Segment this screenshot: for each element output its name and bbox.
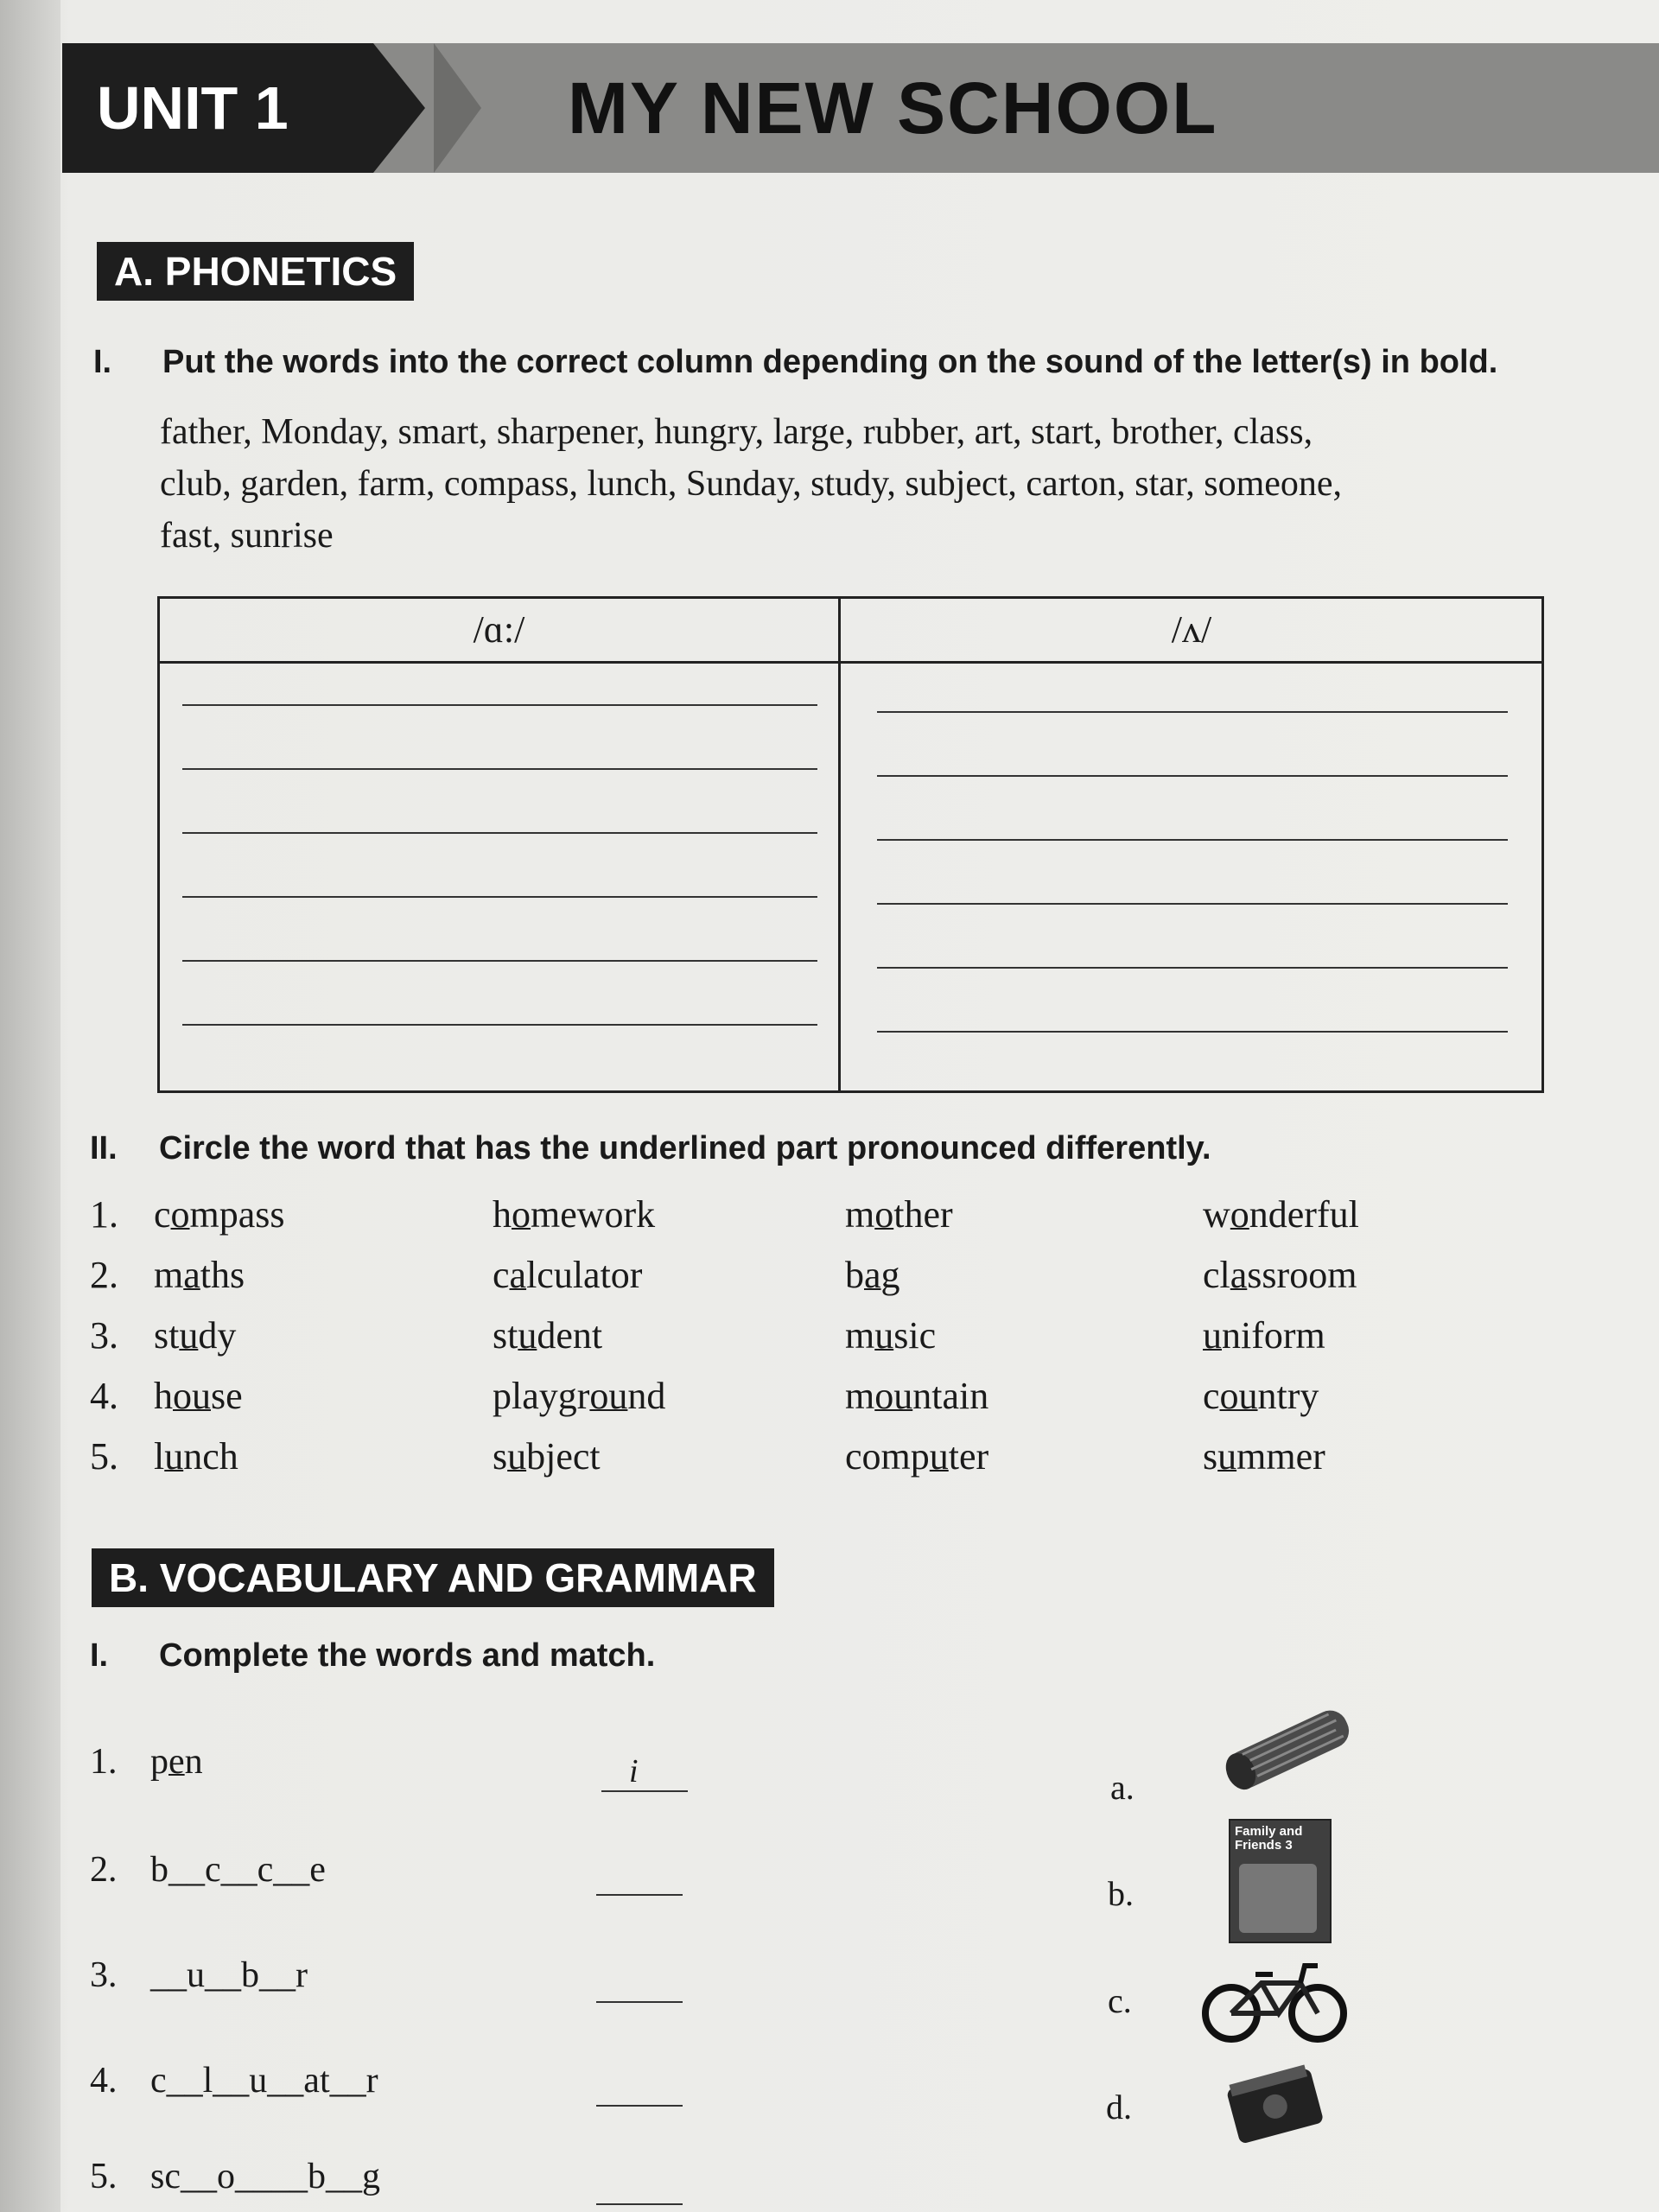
word-option[interactable]: bag bbox=[845, 1254, 900, 1296]
answer-line[interactable] bbox=[182, 704, 817, 706]
word-option[interactable]: wonderful bbox=[1203, 1193, 1359, 1236]
word-list-line: club, garden, farm, compass, lunch, Sunday, study, subject, carton, star, someone, bbox=[160, 464, 1343, 504]
word-option[interactable]: maths bbox=[154, 1254, 245, 1296]
section-b-heading: B. VOCABULARY AND GRAMMAR bbox=[92, 1548, 774, 1607]
word-list-line: fast, sunrise bbox=[160, 516, 334, 556]
answer-line[interactable] bbox=[877, 967, 1508, 969]
item-number: 4. bbox=[90, 2061, 118, 2101]
book-picture bbox=[1229, 1819, 1332, 1943]
match-item bbox=[90, 1849, 326, 1891]
row-number: 1. bbox=[90, 1193, 118, 1236]
word-option[interactable]: summer bbox=[1203, 1435, 1325, 1478]
section-a-heading: A. PHONETICS bbox=[97, 242, 414, 301]
row-number: 3. bbox=[90, 1314, 118, 1357]
ex2-number: II. bbox=[90, 1130, 118, 1166]
column-header-a: /ɑ:/ bbox=[473, 608, 525, 651]
item-number: 1. bbox=[90, 1742, 118, 1782]
word-option[interactable]: calculator bbox=[493, 1254, 643, 1296]
match-item bbox=[90, 2156, 380, 2197]
rubber-picture bbox=[1210, 1702, 1357, 1797]
match-item bbox=[90, 1741, 203, 1783]
table-divider bbox=[838, 599, 841, 1090]
word-option[interactable]: compass bbox=[154, 1193, 285, 1236]
ex2-text: Circle the word that has the underlined part pronounced differently. bbox=[159, 1130, 1211, 1166]
word-list-line: father, Monday, smart, sharpener, hungry, large, rubber, art, start, brother, class, bbox=[160, 412, 1313, 452]
banner-arrow bbox=[373, 43, 425, 173]
column-header-uh: /ʌ/ bbox=[1171, 608, 1212, 651]
answer-sample: i bbox=[629, 1753, 639, 1789]
answer-line[interactable] bbox=[182, 896, 817, 898]
unit-label: UNIT 1 bbox=[62, 43, 373, 173]
item-word: sc__o____b__g bbox=[150, 2157, 380, 2196]
item-word: c__l__u__at__r bbox=[150, 2061, 378, 2101]
word-option[interactable]: classroom bbox=[1203, 1254, 1357, 1296]
book-cover-label: Family and Friends 3 bbox=[1235, 1824, 1303, 1853]
answer-line[interactable] bbox=[877, 711, 1508, 713]
item-number: 5. bbox=[90, 2157, 118, 2196]
match-answer-blank[interactable] bbox=[601, 1790, 688, 1792]
word-option[interactable]: mother bbox=[845, 1193, 953, 1236]
ex1-number: I. bbox=[93, 344, 112, 380]
word-option[interactable]: homework bbox=[493, 1193, 656, 1236]
row-number: 4. bbox=[90, 1375, 118, 1417]
item-word: pen bbox=[150, 1742, 203, 1782]
word-list bbox=[160, 406, 1342, 562]
item-number: 2. bbox=[90, 1850, 118, 1890]
word-option[interactable]: uniform bbox=[1203, 1314, 1325, 1357]
unit-banner bbox=[62, 43, 1659, 173]
ex2-instruction bbox=[90, 1130, 1211, 1167]
vocab-ex1-instruction bbox=[90, 1637, 655, 1675]
word-option[interactable]: playground bbox=[493, 1375, 666, 1417]
item-number: 3. bbox=[90, 1955, 118, 1995]
phonetics-table bbox=[157, 596, 1544, 1093]
item-word: __u__b__r bbox=[150, 1955, 308, 1995]
word-option[interactable]: mountain bbox=[845, 1375, 989, 1417]
ex1-instruction bbox=[93, 344, 1497, 381]
bicycle-picture bbox=[1197, 1953, 1352, 2048]
match-answer-blank[interactable] bbox=[596, 2001, 683, 2003]
vocab-ex1-text: Complete the words and match. bbox=[159, 1637, 656, 1674]
match-answer-blank[interactable] bbox=[596, 2203, 683, 2205]
option-letter: a. bbox=[1110, 1768, 1135, 1807]
word-option[interactable]: lunch bbox=[154, 1435, 238, 1478]
answer-line[interactable] bbox=[182, 768, 817, 770]
word-option[interactable]: subject bbox=[493, 1435, 601, 1478]
answer-line[interactable] bbox=[182, 960, 817, 962]
banner-arrow-shadow bbox=[434, 43, 481, 173]
row-number: 5. bbox=[90, 1435, 118, 1478]
ex1-text: Put the words into the correct column depending on the sound of the letter(s) in bold. bbox=[162, 344, 1498, 380]
word-option[interactable]: music bbox=[845, 1314, 937, 1357]
page-binding bbox=[0, 0, 60, 2212]
unit-title: MY NEW SCHOOL bbox=[568, 67, 1218, 149]
book-cover-photo bbox=[1239, 1864, 1317, 1933]
option-letter: d. bbox=[1106, 2088, 1132, 2126]
match-answer-blank[interactable] bbox=[596, 1894, 683, 1896]
word-option[interactable]: country bbox=[1203, 1375, 1319, 1417]
word-option[interactable]: student bbox=[493, 1314, 603, 1357]
answer-line[interactable] bbox=[877, 903, 1508, 905]
word-option[interactable]: house bbox=[154, 1375, 243, 1417]
match-item bbox=[90, 2060, 378, 2101]
option-letter: b. bbox=[1108, 1874, 1134, 1913]
answer-line[interactable] bbox=[877, 839, 1508, 841]
match-item bbox=[90, 1955, 308, 1996]
answer-line[interactable] bbox=[877, 775, 1508, 777]
word-option[interactable]: computer bbox=[845, 1435, 989, 1478]
word-option[interactable]: study bbox=[154, 1314, 237, 1357]
answer-line[interactable] bbox=[877, 1031, 1508, 1033]
item-word: b__c__c__e bbox=[150, 1850, 326, 1890]
match-answer-blank[interactable] bbox=[596, 2105, 683, 2107]
answer-line[interactable] bbox=[182, 832, 817, 834]
answer-line[interactable] bbox=[182, 1024, 817, 1026]
vocab-ex1-number: I. bbox=[90, 1637, 109, 1674]
sharpener-picture bbox=[1214, 2056, 1335, 2152]
option-letter: c. bbox=[1108, 1981, 1132, 2020]
row-number: 2. bbox=[90, 1254, 118, 1296]
